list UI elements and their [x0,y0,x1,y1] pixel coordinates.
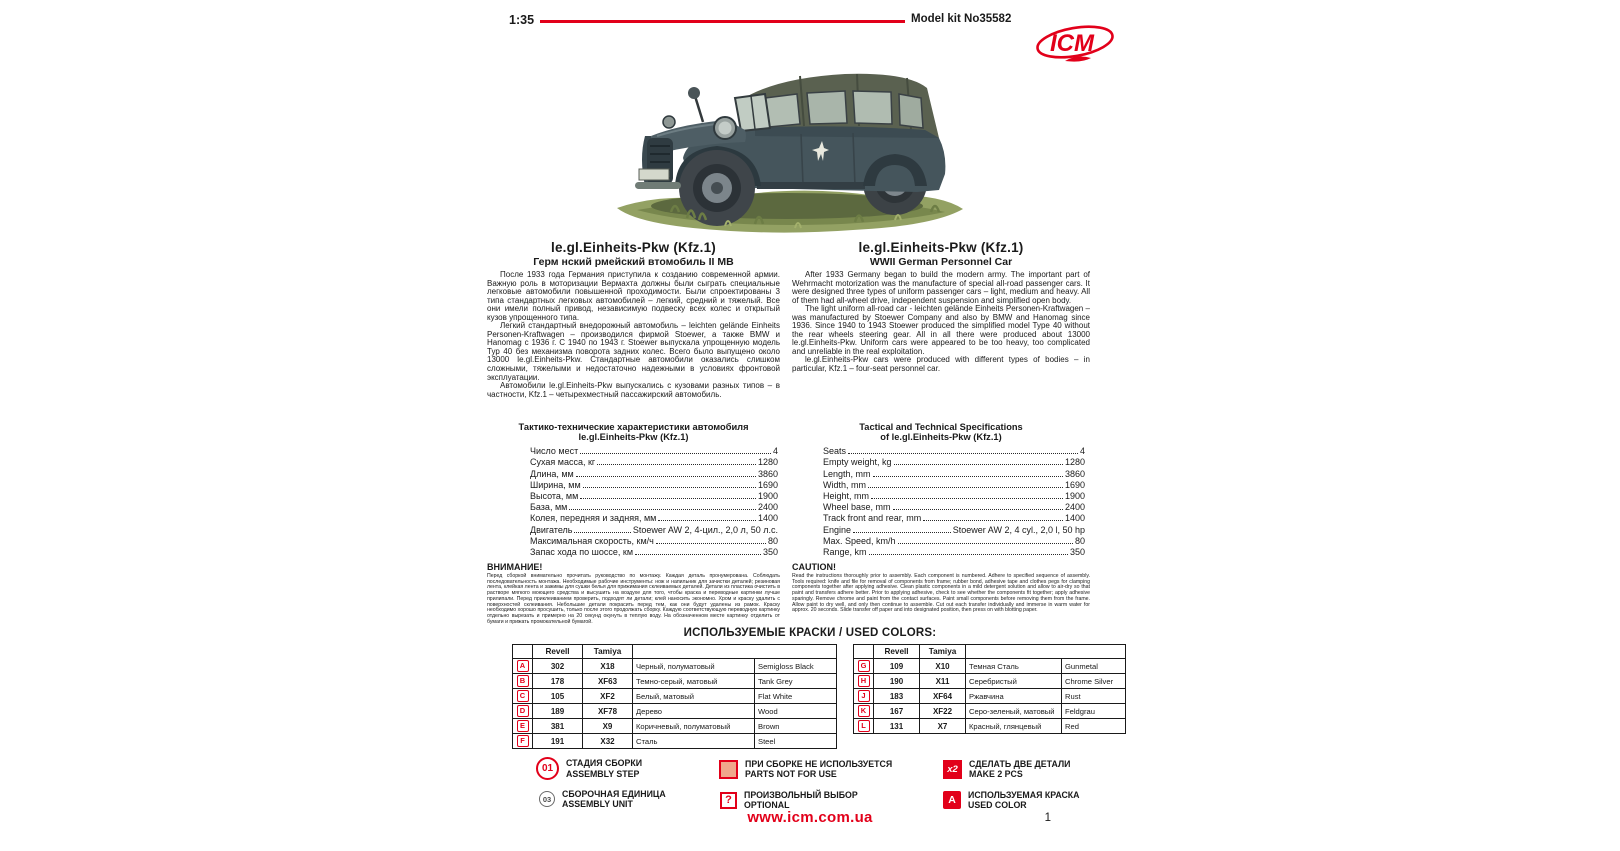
icm-logo-text: ICM [1050,30,1094,57]
spec-row: Track front and rear, mm 1400 [823,513,1085,524]
optional-choice-icon: ? [720,792,737,809]
color-code-badge: C [517,690,529,702]
parts-not-for-use-icon [719,760,738,779]
en-specs-table [823,445,1085,557]
scale-label: 1:35 [509,13,535,27]
color-code-badge: F [517,735,529,747]
color-row: F 191 X32 Сталь Steel [513,734,837,749]
ru-paragraph-3: Автомобили le.gl.Einheits-Pkw выпускались с кузовами разных типов – в частности, Kfz.1 – четырехместный пассажирский автомобиль. [487,381,780,399]
ru-specs-table [530,445,778,557]
spec-row: Двигатель Stoewer AW 2, 4-цил., 2,0 л, 50 л.с. [530,524,778,535]
spec-row: Engine Stoewer AW 2, 4 cyl., 2,0 l, 50 hp [823,524,1085,535]
kit-number: Model kit No35582 [911,13,1012,25]
spec-row: Length, mm 3860 [823,468,1085,479]
spec-row: Запас хода по шоссе, км 350 [530,546,778,557]
color-code-badge: A [517,660,529,672]
en-title-block [792,240,1090,268]
color-row: J 183 XF64 Ржавчина Rust [854,689,1126,704]
spec-row: Высота, мм 1900 [530,490,778,501]
ru-title-block [487,240,780,268]
legend-parts-not-for-use: ПРИ СБОРКЕ НЕ ИСПОЛЬЗУЕТСЯ PARTS NOT FOR USE [719,759,892,780]
ru-paragraph-1: После 1933 года Германия приступила к созданию современной армии. Важную роль в моторизации Вермахта должны были сыграть специальные легковые автомобили повышенной проходимости. Были спроектированы 3 типа стандартных легковых автомобилей – легкий, средний и тяжелый. Все они имели полный привод, независимую подвеску всех колес и открытый кузов упрощенного типа. [487,270,780,322]
en-history-text [792,271,1090,374]
spec-row: Wheel base, mm 2400 [823,502,1085,513]
color-row: G 109 X10 Темная Сталь Gunmetal [854,659,1126,674]
legend-assembly-unit: 03 СБОРОЧНАЯ ЕДИНИЦА ASSEMBLY UNIT [539,789,666,810]
en-subtitle: WWII German Personnel Car [869,256,1013,268]
spec-row: Range, km 350 [823,546,1085,557]
legend-used-color: A ИСПОЛЬЗУЕМАЯ КРАСКА USED COLOR [943,790,1080,811]
en-caution-block [792,562,1090,614]
spec-row: Width, mm 1690 [823,479,1085,490]
color-row: L 131 X7 Красный, глянцевый Red [854,719,1126,734]
color-code-badge: L [858,720,870,732]
spec-row: Ширина, мм 1690 [530,479,778,490]
color-row: E 381 X9 Коричневый, полуматовый Brown [513,719,837,734]
color-row: K 167 XF22 Серо-зеленый, матовый Feldgrau [854,704,1126,719]
color-row: B 178 XF63 Темно-серый, матовый Tank Grey [513,674,837,689]
color-code-badge: K [858,705,870,717]
ru-title: le.gl.Einheits-Pkw (Kfz.1) [551,240,716,255]
color-row: A 302 X18 Черный, полуматовый Semigloss Black [513,659,837,674]
spec-row: Число мест 4 [530,446,778,457]
color-code-badge: D [517,705,529,717]
spec-row: База, мм 2400 [530,502,778,513]
colors-table-left [512,644,837,749]
spec-row: Height, mm 1900 [823,490,1085,501]
used-colors-heading: ИСПОЛЬЗУЕМЫЕ КРАСКИ / USED COLORS: [683,627,937,639]
en-title: le.gl.Einheits-Pkw (Kfz.1) [858,240,1024,255]
used-color-icon: A [943,791,961,809]
header-rule [540,20,905,23]
en-caution-title: CAUTION! [792,562,836,572]
spec-row: Max. Speed, km/h 80 [823,535,1085,546]
ru-caution-title: ВНИМАНИЕ! [487,562,543,572]
assembly-unit-icon: 03 [539,791,555,807]
icm-logo [1035,24,1117,70]
en-caution-text: Read the instructions thoroughly prior to assembly. Each component is numbered. Adhere to specified sequence of assembly. Tools required: knife and file for removal of components from frame; rubber bond, adhesive tape and clothes pegs for clamping components together after applying adhesive. Clean plastic components in a mild detergent solution and allow to air-dry so that paint and transfers adhere better. Prior to applying adhesive, check to see whether the components fit together; apply adhesive sparingly. Remove chrome and paint from the contact surfaces. Paint small components before removing them from the frame. Allow paint to dry well, and only then continue to assemble. Cut out each transfer individually and immerse in warm water for approx. 20 seconds. Slide transfer off paper and into designated position, then press on with blotting paper. [792,573,1090,614]
revell-header: Revell [874,645,920,659]
ru-caution-text: Перед сборкой внимательно прочитать руководство по монтажу. Каждая деталь пронумерована. Соблюдать последовательность монтажа. Необходимые рабочие инструменты: нож и напильник для зачистки деталей; резиновая лента, клейкая лента и зажимы для сушки белья для прижимания склеиваемых деталей. Детали из пластика очистить в растворе мягкого моющего средства и высушить на воздухе для того, чтобы краска и переводные картинки лучше прилипали. Перед приклеиванием проверить, подходят ли детали; клей наносить экономно. Хром и краску удалить с поверхностей склеивания. Небольшие детали покрасить перед тем, как они будут удалены из рамок. Краску необходимо хорошо просушить, только после этого продолжать сборку. Каждую соответствующую переводную картинку отдельно вырезать и примерно на 20 секунд окунуть в теплую воду. На обозначенном месте картинку отделить от бумаги и прижать промокательной бумагой. [487,573,780,625]
tamiya-header: Tamiya [920,645,966,659]
spec-row: Empty weight, kg 1280 [823,457,1085,468]
spec-row: Seats 4 [823,446,1085,457]
revell-header: Revell [533,645,583,659]
spec-row: Колея, передняя и задняя, мм 1400 [530,513,778,524]
en-paragraph-2: The light uniform all-road car - leichten gelände Einheits Personen-Kraftwagen – was manufactured by Stoewer Company and also by BMW and Hanomag since 1936. Since 1940 to 1943 Stoewer produced the simplified model Type 40 without the rear wheels steering gear. All in all there were produced about 13000 le.gl.Einheits-Pkw. Uniform cars were appeared to be too heavy, too complicated and unreliable in the real exploitation. [792,304,1090,356]
website-link[interactable]: www.icm.com.ua [747,809,873,826]
en-paragraph-1: After 1933 Germany began to build the modern army. The important part of Wehrmacht motorization was the manufacture of special all-road passenger cars. It were designed three types of uniform passenger cars – light, medium and heavy. All of them had all-wheel drive, independent suspension and simplified open body. [792,270,1090,305]
spec-row: Длина, мм 3860 [530,468,778,479]
make-two-parts-icon: x2 [943,760,962,779]
color-row: C 105 XF2 Белый, матовый Flat White [513,689,837,704]
color-row: H 190 X11 Серебристый Chrome Silver [854,674,1126,689]
color-code-badge: J [858,690,870,702]
en-specs-heading: Tactical and Technical Specifications of le.gl.Einheits-Pkw (Kfz.1) [859,422,1023,443]
colors-table-right [853,644,1126,734]
legend-make-2-pcs: x2 СДЕЛАТЬ ДВЕ ДЕТАЛИ MAKE 2 PCS [943,759,1070,780]
ru-caution-block [487,562,780,625]
colors-header-row [854,645,1126,659]
ru-history-text [487,271,780,399]
color-code-badge: H [858,675,870,687]
legend-assembly-step: 01 СТАДИЯ СБОРКИ ASSEMBLY STEP [536,757,642,780]
spec-row: Сухая масса, кг 1280 [530,457,778,468]
legend-optional: ? ПРОИЗВОЛЬНЫЙ ВЫБОР OPTIONAL [720,790,858,811]
colors-header-row [513,645,837,659]
color-code-badge: E [517,720,529,732]
vehicle-illustration [595,36,985,241]
color-row: D 189 XF78 Дерево Wood [513,704,837,719]
color-code-badge: B [517,675,529,687]
color-code-badge: G [858,660,870,672]
ru-paragraph-2: Легкий стандартный внедорожный автомобиль – leichten gelände Einheits Personen-Kraftwagen – производился фирмой Stoewer, а также BMW и Hanomag с 1936 г. С 1940 по 1943 г. Stoewer выпускала упрощенную модель Тур 40 без механизма поворота задних колес. Всего было выпущено около 13000 le.gl.Einheits-Pkw. Стандартные автомобили оказались слишком сложными, тяжелыми и недостаточно надежными в условиях фронтовой эксплуатации. [487,321,780,382]
assembly-step-icon: 01 [536,757,559,780]
page-number: 1 [1044,812,1051,824]
ru-specs-heading: Тактико-технические характеристики автомобиля le.gl.Einheits-Pkw (Kfz.1) [518,422,749,443]
ru-subtitle: Герм нский рмейский втомобиль II МВ [533,256,734,268]
tamiya-header: Tamiya [583,645,633,659]
en-paragraph-3: le.gl.Einheits-Pkw cars were produced with different types of bodies – in particular, Kfz.1 – four-seat personnel car. [792,355,1090,374]
spec-row: Максимальная скорость, км/ч 80 [530,535,778,546]
